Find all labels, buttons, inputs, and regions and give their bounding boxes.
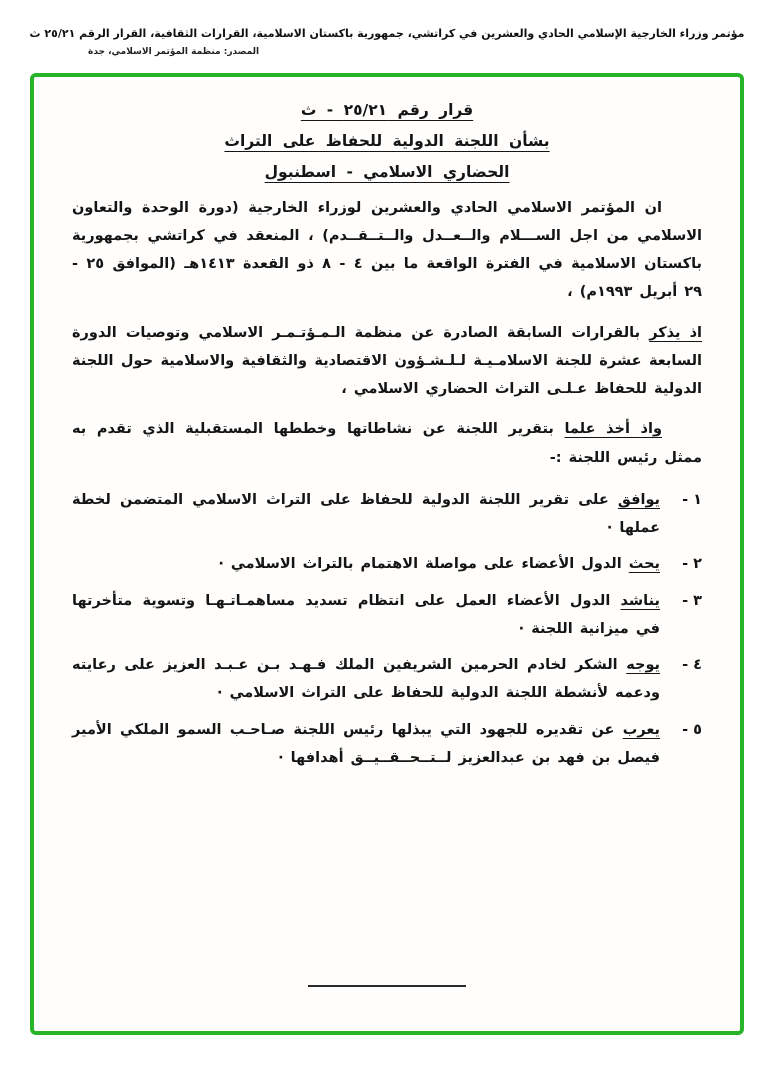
item-number: ١ - <box>682 491 702 508</box>
recalling-text: بالقرارات السابقة الصادرة عن منظمة الـمـؤتـمـر الاسلامي وتوصيات الدورة السابعة عشرة للجنة الاسلامـيـة لـلـشـؤون الاقتصادية والثقافية والاسلامية حول اللجنة الدولية للحفاظ عـلـى التراث الحضاري الاسلامي ، <box>72 324 702 398</box>
resolution-item-1 <box>72 486 702 543</box>
item-body: عن تقديره للجهود التي يبذلها رئيس اللجنة صـاحـب السمو الملكي الأمير فيصل بن فهد بن عبدالعزيز لــتــحــقــيــق أهدافها · <box>72 721 660 767</box>
resolution-subject-text: بشأن اللجنة الدولية للحفاظ على التراث <box>224 131 550 150</box>
item-body: الشكر لخادم الحرمين الشريفين الملك فـهـد بـن عـبـد العزيز على رعايته ودعمه لأنشطة اللجنة الدولية للحفاظ على التراث الاسلامي · <box>72 657 660 702</box>
item-number: ٥ - <box>682 721 702 738</box>
item-lead: يوجه <box>626 657 660 674</box>
preamble-text: ان المؤتمر الاسلامي الحادي والعشرين لوزراء الخارجية (دورة الوحدة والتعاون الاسلامي من اجل الســـلام والــعــدل والــتــقــدم) ، المنعقد في كراتشي بجمهورية باكستان الاسلامية في الفترة الواقعة ما بين ٤ - ٨ ذو القعدة ١٤١٣هـ (الموافق ٢٥ - ٢٩ أبريل ١٩٩٣م) ، <box>72 199 702 301</box>
item-lead: يعرب <box>622 721 660 738</box>
item-text <box>72 587 660 644</box>
item-text <box>72 486 660 543</box>
item-lead: يناشد <box>620 592 660 609</box>
item-lead: يحث <box>628 556 660 573</box>
item-text <box>72 716 660 773</box>
resolution-subtitle <box>72 163 702 181</box>
recalling-paragraph <box>72 319 702 404</box>
header-citation: مؤتمر وزراء الخارجية الإسلامي الحادي والعشرين في كراتشي، جمهورية باكستان الاسلامية، القرارات الثقافية، القرار الرقم ٢٥/٢١ ث <box>29 27 745 40</box>
noting-lead: واذ أخذ علما <box>564 421 662 438</box>
item-body: الدول الأعضاء على مواصلة الاهتمام بالتراث الاسلامي · <box>218 556 629 573</box>
item-number: ٣ - <box>682 592 702 609</box>
resolution-items-list <box>72 486 702 772</box>
item-lead: يوافق <box>617 491 660 508</box>
noting-paragraph <box>72 415 702 472</box>
recalling-lead: اذ يذكر <box>649 324 702 341</box>
item-body: على تقرير اللجنة الدولية للحفاظ على التراث الاسلامي المتضمن لخطة عملها · <box>72 491 660 537</box>
resolution-item-3 <box>72 587 702 644</box>
noting-text: بتقرير اللجنة عن نشاطاتها وخططها المستقبلية الذي تقدم به ممثل رئيس اللجنة :- <box>72 421 702 466</box>
preamble-paragraph <box>72 194 702 307</box>
item-body: الدول الأعضاء العمل على انتظام تسديد مساهمـاتـهـا وتسوية متأخرتها في ميزانية اللجنة · <box>72 592 660 637</box>
resolution-item-4 <box>72 651 702 708</box>
resolution-number-text: قرار رقم ٢٥/٢١ - ث <box>300 100 474 119</box>
resolution-item-5 <box>72 716 702 773</box>
item-number: ٢ - <box>682 556 702 573</box>
resolution-subtitle-text: الحضاري الاسلامي - اسطنبول <box>264 162 510 181</box>
footer-rule <box>308 985 466 987</box>
resolution-number-title <box>72 101 702 119</box>
resolution-subject-title <box>72 132 702 150</box>
item-number: ٤ - <box>682 657 702 674</box>
item-text <box>72 651 660 708</box>
header-source: المصدر: منظمة المؤتمر الاسلامي، جدة <box>88 46 260 57</box>
resolution-item-2 <box>72 550 702 578</box>
item-text <box>72 550 660 578</box>
scanned-page-frame <box>30 73 744 1035</box>
